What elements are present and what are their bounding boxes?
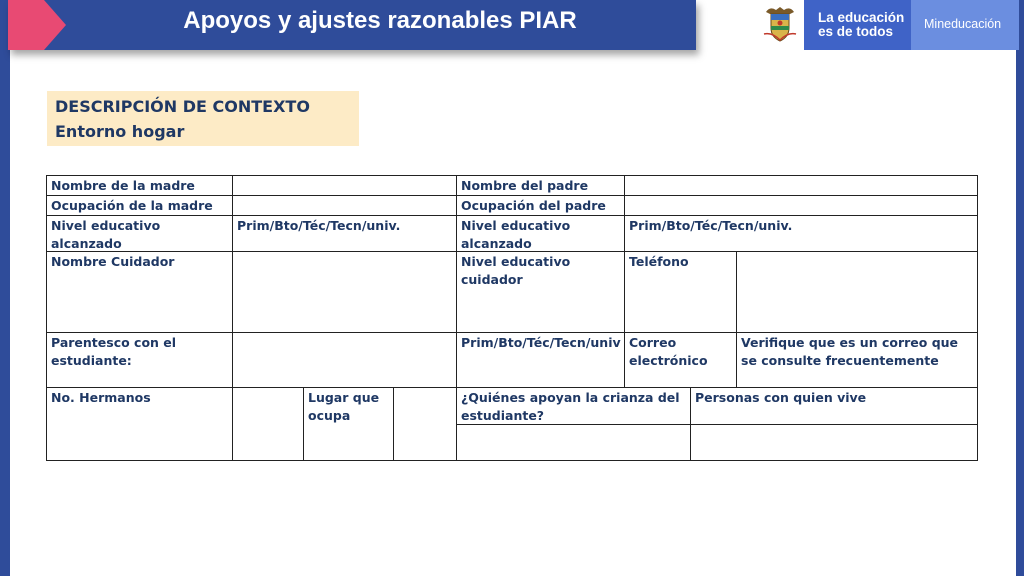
father-education-label: Nivel educativo alcanzado xyxy=(456,215,625,252)
slogan-line-2: es de todos xyxy=(818,24,894,39)
birth-order-label: Lugar que ocupa xyxy=(303,387,394,461)
upbringing-support-label: ¿Quiénes apoyan la crianza del estudiante? xyxy=(456,387,691,425)
caregiver-education-label: Nivel educativo cuidador xyxy=(456,251,625,333)
father-education-field[interactable]: Prim/Bto/Téc/Tecn/univ. xyxy=(624,215,978,252)
caregiver-education-field[interactable]: Prim/Bto/Téc/Tecn/univ xyxy=(456,332,625,388)
coat-of-arms-icon xyxy=(762,4,798,44)
mother-job-field[interactable] xyxy=(232,195,457,216)
header-arrow xyxy=(44,0,66,50)
slogan-line-1: La educación xyxy=(818,10,905,25)
mother-name-field[interactable] xyxy=(232,175,457,196)
relationship-label: Parentesco con el estudiante: xyxy=(46,332,233,388)
brand-ministry xyxy=(911,0,1019,50)
context-subheading: Entorno hogar xyxy=(55,122,185,141)
context-box xyxy=(47,91,359,146)
caregiver-name-label: Nombre Cuidador xyxy=(46,251,233,333)
siblings-field[interactable] xyxy=(232,387,304,461)
father-job-label: Ocupación del padre xyxy=(456,195,625,216)
relationship-field[interactable] xyxy=(232,332,457,388)
page-title: Apoyos y ajustes razonables PIAR xyxy=(183,7,577,34)
father-name-field[interactable] xyxy=(624,175,978,196)
phone-label: Teléfono xyxy=(624,251,737,333)
mother-education-label: Nivel educativo alcanzado xyxy=(46,215,233,252)
caregiver-name-field[interactable] xyxy=(232,251,457,333)
upbringing-support-field[interactable] xyxy=(456,424,691,461)
mother-job-label: Ocupación de la madre xyxy=(46,195,233,216)
home-context-form xyxy=(46,175,978,461)
phone-field[interactable] xyxy=(736,251,978,333)
lives-with-label: Personas con quien vive xyxy=(690,387,978,425)
brand-slogan xyxy=(804,0,911,50)
mother-name-label: Nombre de la madre xyxy=(46,175,233,196)
context-heading: DESCRIPCIÓN DE CONTEXTO xyxy=(55,97,310,116)
email-field[interactable]: Verifique que es un correo que se consulte frecuentemente xyxy=(736,332,978,388)
header-pink-tab xyxy=(8,0,44,50)
right-accent-bar xyxy=(1016,0,1024,576)
mother-education-field[interactable]: Prim/Bto/Téc/Tecn/univ. xyxy=(232,215,457,252)
left-accent-bar xyxy=(0,0,10,576)
lives-with-field[interactable] xyxy=(690,424,978,461)
siblings-label: No. Hermanos xyxy=(46,387,233,461)
father-job-field[interactable] xyxy=(624,195,978,216)
birth-order-field[interactable] xyxy=(393,387,457,461)
father-name-label: Nombre del padre xyxy=(456,175,625,196)
email-label: Correo electrónico xyxy=(624,332,737,388)
ministry-label: Mineducación xyxy=(924,17,1002,31)
